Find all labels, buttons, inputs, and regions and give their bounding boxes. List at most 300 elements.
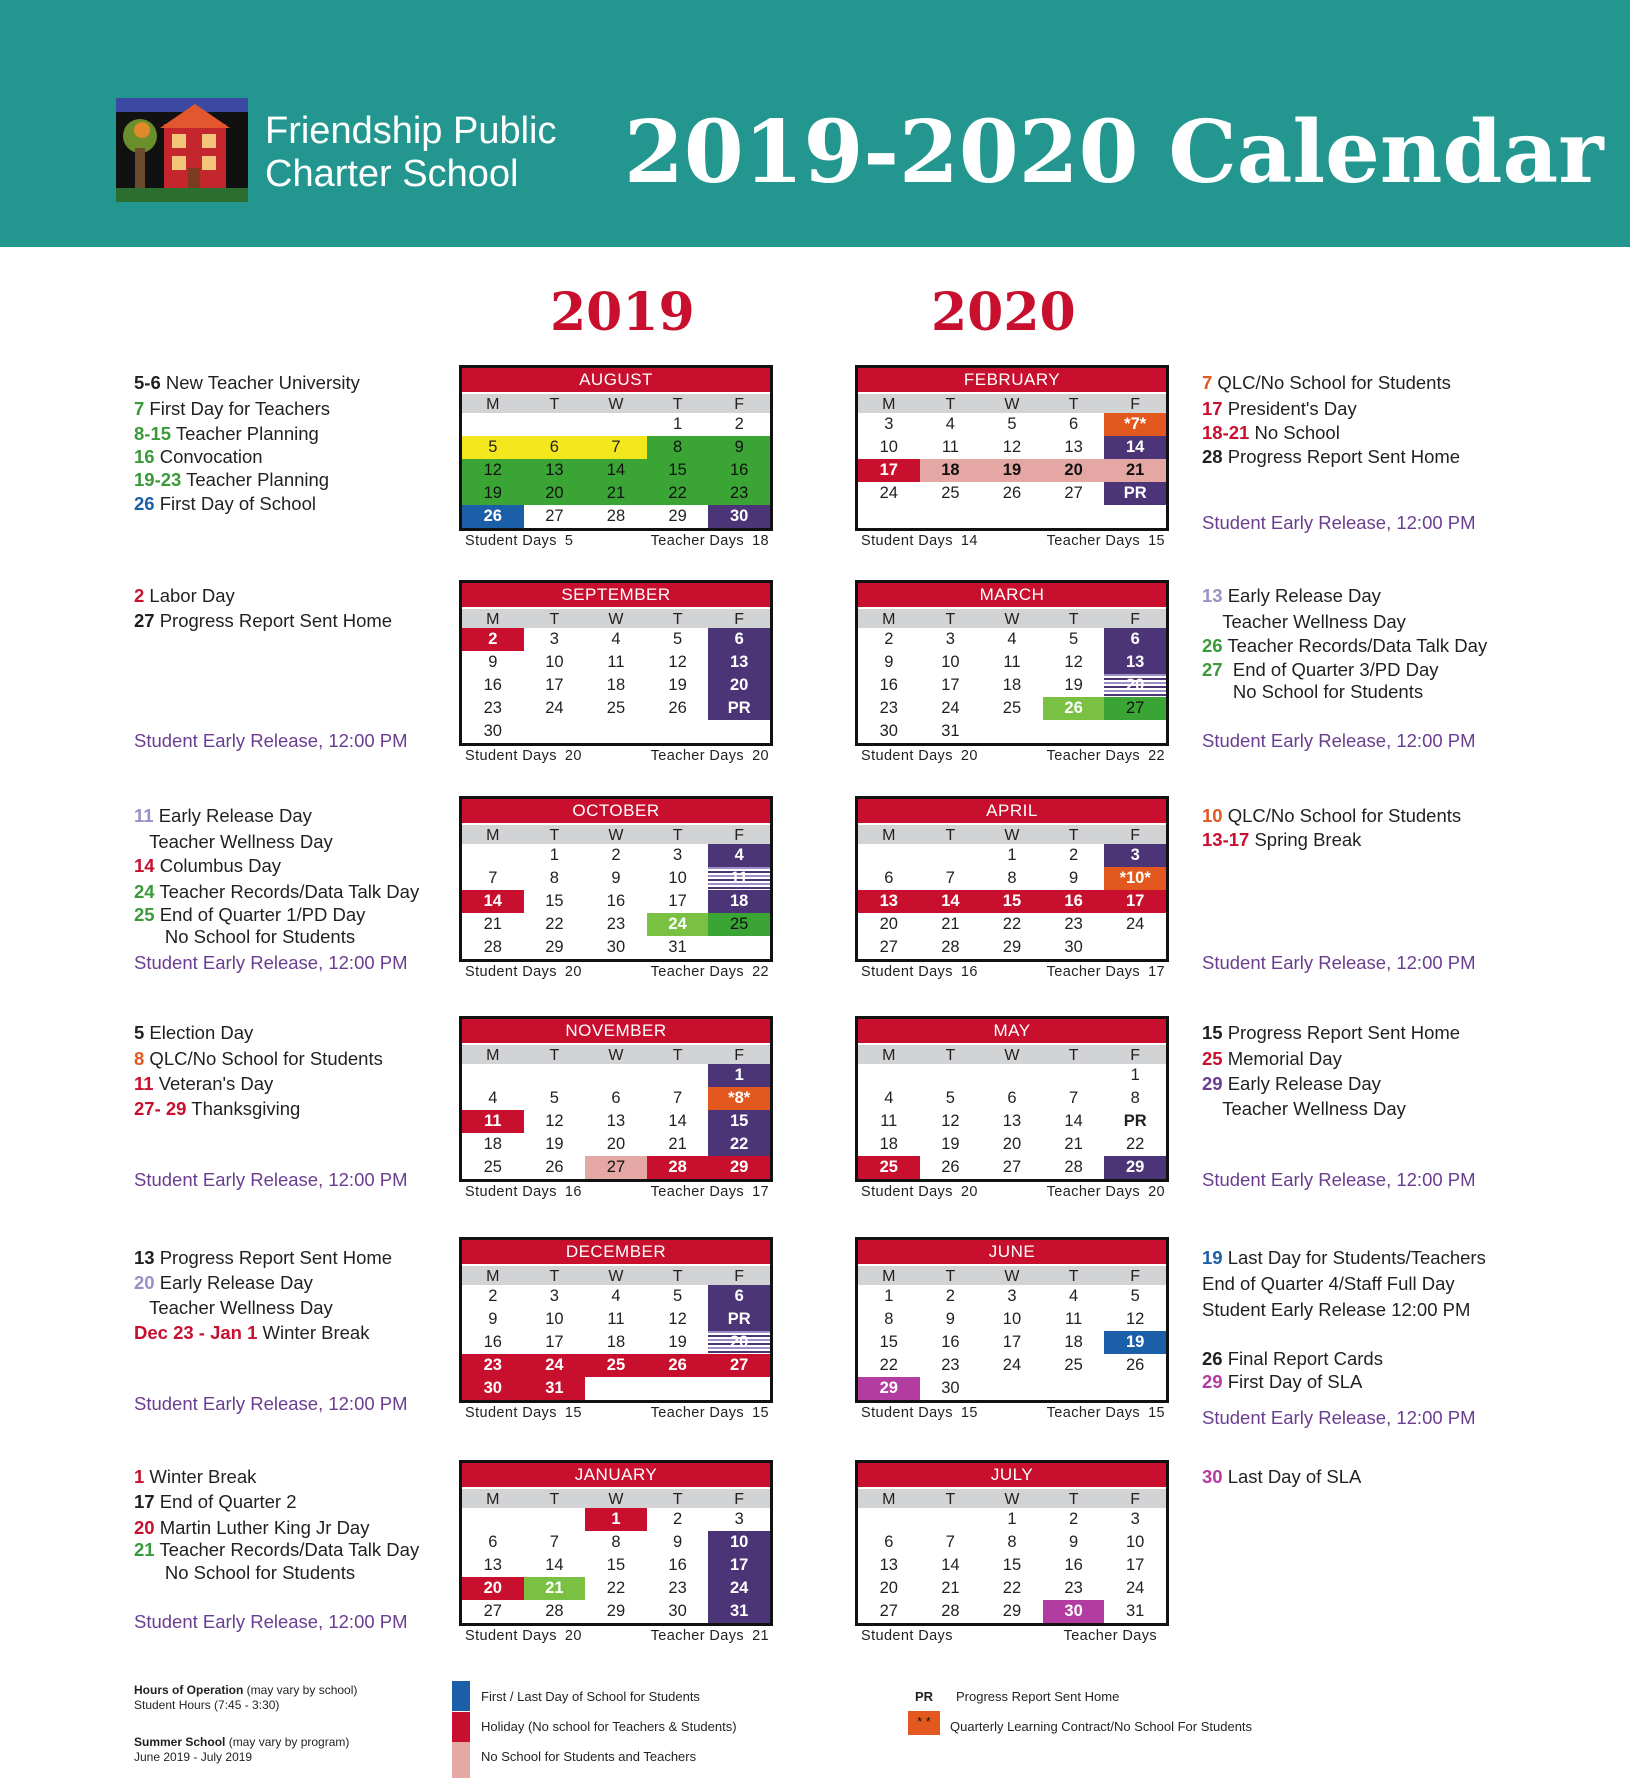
week-row xyxy=(462,1354,770,1377)
note-line xyxy=(1202,1020,1460,1045)
note-date: 13-17 xyxy=(1202,829,1250,850)
note-line xyxy=(1202,1369,1362,1394)
week-row xyxy=(858,413,1166,436)
day-cell: 14 xyxy=(941,1556,960,1574)
note-text: Last Day for Students/Teachers xyxy=(1222,1247,1486,1268)
day-cell: 9 xyxy=(1068,869,1079,887)
student-days-label: Student Days xyxy=(861,1184,953,1200)
day-cell: 23 xyxy=(606,915,626,933)
day-cell: 4 xyxy=(611,630,621,648)
weekday-label: T xyxy=(945,827,956,844)
day-cell: 8 xyxy=(1130,1089,1140,1107)
student-days xyxy=(465,1628,582,1644)
note-date: 28 xyxy=(1202,446,1223,467)
day-cell: 17 xyxy=(1002,1333,1022,1351)
day-cell: 19 xyxy=(981,459,1043,482)
day-cell: 14 xyxy=(920,890,982,913)
day-cell: 26 xyxy=(462,505,524,528)
note-text: End of Quarter 2 xyxy=(154,1491,297,1512)
note-text: Teacher Records/Data Talk Day xyxy=(154,1539,420,1560)
weekday-label: F xyxy=(1130,611,1141,628)
month-june xyxy=(855,1237,1169,1421)
student-days-value: 14 xyxy=(960,533,978,549)
early-release-note: Student Early Release, 12:00 PM xyxy=(1202,1169,1476,1190)
page-title: 2019-2020 Calendar xyxy=(624,102,1604,203)
week-row xyxy=(462,651,770,674)
note-date: 11 xyxy=(134,805,154,826)
note-text: Early Release Day xyxy=(1222,1073,1381,1094)
week-row xyxy=(462,1531,770,1554)
day-cell: 15 xyxy=(647,459,709,482)
teacher-days xyxy=(651,748,769,764)
student-days-label: Student Days xyxy=(465,533,557,549)
note-text: Teacher Records/Data Talk Day xyxy=(154,881,420,902)
early-release-note: Student Early Release, 12:00 PM xyxy=(134,952,408,973)
week-row xyxy=(462,1600,770,1623)
weekday-label: W xyxy=(608,1491,624,1508)
note-line xyxy=(134,467,329,492)
month-may xyxy=(855,1016,1169,1200)
day-cell: 8 xyxy=(549,869,559,887)
student-days-value: 15 xyxy=(564,1405,582,1421)
day-cell: 2 xyxy=(1068,1510,1079,1528)
note-line xyxy=(134,1071,273,1096)
teacher-days-label: Teacher Days xyxy=(1063,1628,1157,1644)
week-row xyxy=(858,844,1166,867)
note-text: Teacher Wellness Day xyxy=(134,831,333,852)
teacher-days-value: 17 xyxy=(752,1184,769,1200)
day-cell xyxy=(858,1508,920,1531)
note-text: Early Release Day xyxy=(154,1272,313,1293)
note-line xyxy=(134,1295,333,1320)
day-cell: 11 xyxy=(607,653,625,671)
day-cell: 6 xyxy=(708,628,770,651)
day-cell xyxy=(920,1508,982,1531)
student-days-label: Student Days xyxy=(465,1628,557,1644)
early-release-note: Student Early Release, 12:00 PM xyxy=(134,1611,408,1632)
month-calendar xyxy=(855,796,1169,962)
teacher-days-label: Teacher Days xyxy=(1046,533,1141,549)
weekday-label: M xyxy=(486,396,500,413)
note-line xyxy=(1202,1346,1383,1371)
weekday-header xyxy=(462,1043,770,1064)
weekday-header xyxy=(858,823,1166,844)
note-text: Columbus Day xyxy=(154,855,282,876)
weekday-label: W xyxy=(608,396,624,413)
teacher-days-label: Teacher Days xyxy=(1046,1184,1141,1200)
weekday-header xyxy=(858,607,1166,628)
day-cell: 16 xyxy=(606,892,626,910)
teacher-days xyxy=(651,1628,769,1644)
note-date: 8 xyxy=(134,1048,145,1069)
day-cell: 30 xyxy=(941,1379,960,1397)
day-cell: 25 xyxy=(483,1158,502,1176)
day-cell: 13 xyxy=(858,890,920,913)
day-cell: 4 xyxy=(488,1089,498,1107)
day-cell: 30 xyxy=(708,505,770,528)
day-cell: 24 xyxy=(1002,1356,1022,1374)
note-text: Teacher Planning xyxy=(181,469,330,490)
summer-title: Summer School xyxy=(134,1735,226,1749)
student-days-value: 20 xyxy=(960,748,978,764)
week-row xyxy=(462,697,770,720)
day-cell: 27 xyxy=(1104,697,1166,720)
day-cell xyxy=(708,936,770,959)
day-cell: 23 xyxy=(708,482,770,505)
month-title: FEBRUARY xyxy=(858,368,1166,392)
day-cell xyxy=(981,505,1043,528)
month-november xyxy=(459,1016,773,1200)
note-line xyxy=(134,829,333,854)
note-text: Progress Report Sent Home xyxy=(154,1247,393,1268)
weekday-label: T xyxy=(672,1491,683,1508)
weekday-label: T xyxy=(1068,1268,1079,1285)
weekday-label: W xyxy=(1004,611,1020,628)
month-notes-february xyxy=(1202,370,1502,540)
note-line xyxy=(1202,370,1451,395)
week-row xyxy=(858,1133,1166,1156)
student-days xyxy=(861,1628,961,1644)
day-cell xyxy=(524,413,586,436)
day-cell xyxy=(524,1508,586,1531)
note-text: Last Day of SLA xyxy=(1222,1466,1362,1487)
student-days-label: Student Days xyxy=(465,964,557,980)
week-row xyxy=(858,936,1166,959)
day-cell: 1 xyxy=(672,415,683,433)
hours-title: Hours of Operation xyxy=(134,1683,244,1697)
year-heading-left: 2019 xyxy=(550,282,695,343)
student-days xyxy=(861,1184,978,1200)
day-cell: 29 xyxy=(1104,1156,1166,1179)
day-cell: 8 xyxy=(611,1533,621,1551)
day-cell: 24 xyxy=(941,699,960,717)
day-cell: 26 xyxy=(1125,1356,1145,1374)
day-cell: 21 xyxy=(483,915,502,933)
day-cell: 15 xyxy=(545,892,564,910)
day-cell: 16 xyxy=(1043,890,1105,913)
day-cell xyxy=(1104,720,1166,743)
note-text: Election Day xyxy=(144,1022,254,1043)
teacher-days xyxy=(1047,533,1165,549)
week-row xyxy=(462,1377,770,1400)
week-row xyxy=(462,1554,770,1577)
month-calendar xyxy=(855,1237,1169,1403)
day-cell xyxy=(647,1377,709,1400)
note-line xyxy=(1202,1096,1406,1121)
day-cell xyxy=(920,1064,982,1087)
day-cell: 9 xyxy=(884,653,894,671)
day-cell: 19 xyxy=(545,1135,564,1153)
day-cell: 17 xyxy=(545,1333,564,1351)
weekday-label: T xyxy=(549,611,560,628)
day-cell: 6 xyxy=(708,1285,770,1308)
note-line xyxy=(134,1537,419,1562)
month-calendar xyxy=(459,365,773,531)
teacher-days-label: Teacher Days xyxy=(650,1405,745,1421)
weekday-label: T xyxy=(945,1491,956,1508)
day-cell: 20 xyxy=(1104,674,1166,697)
month-title: OCTOBER xyxy=(462,799,770,823)
day-cell xyxy=(1104,936,1166,959)
day-cell: 9 xyxy=(945,1310,955,1328)
day-cell: 3 xyxy=(1130,1510,1140,1528)
day-cell: 21 xyxy=(524,1577,586,1600)
day-cell: 10 xyxy=(708,1531,770,1554)
day-cell: 31 xyxy=(1125,1602,1145,1620)
teacher-days xyxy=(651,964,769,980)
note-text: Progress Report Sent Home xyxy=(1222,1022,1461,1043)
week-row xyxy=(462,1508,770,1531)
week-row xyxy=(858,436,1166,459)
day-cell: 13 xyxy=(1104,651,1166,674)
weekday-label: T xyxy=(549,1491,560,1508)
weekday-header xyxy=(462,607,770,628)
note-line xyxy=(1202,396,1357,421)
teacher-days-label: Teacher Days xyxy=(650,964,745,980)
week-row xyxy=(858,1600,1166,1623)
note-date: 16 xyxy=(134,446,155,467)
teacher-days-label: Teacher Days xyxy=(650,533,745,549)
day-cell: 19 xyxy=(462,482,524,505)
note-line xyxy=(1202,1046,1342,1071)
day-cell xyxy=(1043,1064,1105,1087)
teacher-days-label: Teacher Days xyxy=(1046,1405,1141,1421)
day-cell: 26 xyxy=(941,1158,960,1176)
day-cell: 16 xyxy=(941,1333,960,1351)
note-line xyxy=(1202,1464,1361,1489)
month-calendar xyxy=(459,1237,773,1403)
month-march xyxy=(855,580,1169,764)
note-date: 13 xyxy=(134,1247,155,1268)
month-calendar xyxy=(459,1460,773,1626)
note-line xyxy=(134,444,263,469)
teacher-days-label: Teacher Days xyxy=(650,1628,745,1644)
day-cell: 29 xyxy=(545,938,564,956)
day-cell: 29 xyxy=(1002,1602,1022,1620)
day-cell: 29 xyxy=(1002,938,1022,956)
week-row xyxy=(462,1064,770,1087)
day-cell xyxy=(920,844,982,867)
note-date: 19-23 xyxy=(134,469,182,490)
week-row xyxy=(858,890,1166,913)
weekday-header xyxy=(858,1487,1166,1508)
weekday-label: T xyxy=(945,611,956,628)
day-cell: 9 xyxy=(488,653,498,671)
student-days-label: Student Days xyxy=(861,1405,953,1421)
day-cell: 29 xyxy=(606,1602,626,1620)
weekday-header xyxy=(462,1264,770,1285)
note-line xyxy=(1202,609,1406,634)
teacher-days-value: 22 xyxy=(752,964,769,980)
day-cell: 30 xyxy=(879,722,898,740)
week-row xyxy=(858,1331,1166,1354)
legend-swatch-first-last xyxy=(452,1681,470,1711)
day-cell xyxy=(708,720,770,743)
month-notes-january xyxy=(134,1464,434,1634)
day-cell: 26 xyxy=(545,1158,564,1176)
note-text: Labor Day xyxy=(144,585,235,606)
day-cell: 23 xyxy=(483,699,502,717)
weekday-label: M xyxy=(882,396,896,413)
day-cell: 23 xyxy=(1064,1579,1083,1597)
day-cell: 12 xyxy=(668,653,687,671)
day-cell: 2 xyxy=(488,1287,498,1305)
teacher-days xyxy=(651,533,769,549)
teacher-days-label: Teacher Days xyxy=(1046,964,1141,980)
day-cell: 29 xyxy=(668,507,687,525)
day-cell: 4 xyxy=(611,1287,621,1305)
weekday-label: F xyxy=(734,611,745,628)
day-cell: 5 xyxy=(462,436,524,459)
day-cell: 6 xyxy=(884,869,894,887)
teacher-days xyxy=(1064,1628,1165,1644)
day-cell: 30 xyxy=(668,1602,687,1620)
day-cell: 10 xyxy=(1125,1533,1145,1551)
day-cell: 27 xyxy=(879,1602,898,1620)
day-cell: 24 xyxy=(545,699,564,717)
week-row xyxy=(462,1577,770,1600)
day-cell: 19 xyxy=(1104,1331,1166,1354)
note-line xyxy=(134,853,281,878)
week-row xyxy=(462,720,770,743)
note-line xyxy=(134,1489,297,1514)
day-cell: 3 xyxy=(734,1510,744,1528)
day-cell: 3 xyxy=(1104,844,1166,867)
day-cell: 18 xyxy=(879,1135,898,1153)
teacher-days xyxy=(1047,1184,1165,1200)
note-date: 27 xyxy=(134,610,155,631)
week-row xyxy=(462,459,770,482)
day-cell: 6 xyxy=(1068,415,1079,433)
day-cell: 1 xyxy=(884,1287,894,1305)
day-cell: 4 xyxy=(1007,630,1017,648)
student-days-value: 20 xyxy=(564,748,582,764)
day-cell: 20 xyxy=(708,1331,770,1354)
day-cell: 30 xyxy=(462,1377,524,1400)
day-cell: 21 xyxy=(941,1579,960,1597)
weekday-header xyxy=(858,1043,1166,1064)
day-cell: 19 xyxy=(941,1135,960,1153)
note-date: 26 xyxy=(1202,635,1223,656)
day-cell: 25 xyxy=(606,699,626,717)
day-cell: 3 xyxy=(1007,1287,1017,1305)
note-text: Winter Break xyxy=(144,1466,257,1487)
weekday-label: M xyxy=(486,1047,500,1064)
month-title: JUNE xyxy=(858,1240,1166,1264)
week-row xyxy=(858,482,1166,505)
week-row xyxy=(858,1064,1166,1087)
note-line xyxy=(1202,827,1361,852)
note-date: 20 xyxy=(134,1517,155,1538)
day-cell: 5 xyxy=(1130,1287,1140,1305)
day-cell: 28 xyxy=(941,938,960,956)
week-row xyxy=(462,413,770,436)
month-notes-august xyxy=(134,370,434,540)
month-calendar xyxy=(855,1016,1169,1182)
week-row xyxy=(462,1308,770,1331)
note-text: No School xyxy=(1249,422,1340,443)
day-cell: 14 xyxy=(545,1556,564,1574)
note-text: Teacher Planning xyxy=(171,423,319,444)
day-counts xyxy=(855,746,1169,764)
note-date: 27 xyxy=(1202,659,1223,680)
day-cell xyxy=(708,1377,770,1400)
day-cell: 4 xyxy=(708,844,770,867)
weekday-label: W xyxy=(1004,1268,1020,1285)
day-counts xyxy=(459,1182,773,1200)
day-cell: 16 xyxy=(1064,1556,1083,1574)
note-date: 1 xyxy=(134,1466,145,1487)
month-notes-december xyxy=(134,1245,434,1415)
day-cell: 20 xyxy=(606,1135,626,1153)
day-cell: 17 xyxy=(1104,890,1166,913)
note-text: First Day of SLA xyxy=(1222,1371,1363,1392)
day-cell xyxy=(585,1377,647,1400)
teacher-days xyxy=(651,1184,769,1200)
day-cell: 18 xyxy=(606,1333,626,1351)
school-name-line2: Charter School xyxy=(265,153,519,195)
day-cell: 22 xyxy=(1002,915,1022,933)
note-line xyxy=(134,924,355,949)
teacher-days xyxy=(651,1405,769,1421)
weekday-label: T xyxy=(1068,1491,1079,1508)
day-cell: 19 xyxy=(1064,676,1083,694)
note-text: New Teacher University xyxy=(160,372,360,393)
day-cell: 18 xyxy=(920,459,982,482)
student-days-value: 5 xyxy=(564,533,574,549)
hours-note: (may vary by school) xyxy=(243,1683,358,1697)
day-counts xyxy=(459,746,773,764)
school-name-line1: Friendship Public xyxy=(265,110,557,152)
day-cell: 7 xyxy=(945,869,955,887)
day-cell: 7 xyxy=(585,436,647,459)
day-cell: 30 xyxy=(606,938,626,956)
week-row xyxy=(858,1377,1166,1400)
student-days xyxy=(861,1405,978,1421)
student-days-value: 16 xyxy=(564,1184,582,1200)
weekday-label: F xyxy=(734,1491,745,1508)
note-date: 5-6 xyxy=(134,372,161,393)
legend-swatch-no-school xyxy=(452,1742,470,1778)
note-line xyxy=(134,608,392,633)
weekday-label: F xyxy=(1130,396,1141,413)
month-title: MARCH xyxy=(858,583,1166,607)
legend-holiday-text: Holiday (No school for Teachers & Students) xyxy=(481,1719,737,1734)
day-cell xyxy=(1043,720,1105,743)
weekday-label: T xyxy=(672,611,683,628)
day-cell xyxy=(585,720,647,743)
weekday-label: T xyxy=(549,396,560,413)
legend-pr-text: Progress Report Sent Home xyxy=(956,1689,1120,1704)
student-days-label: Student Days xyxy=(861,1628,953,1644)
day-cell: 25 xyxy=(585,1354,647,1377)
week-row xyxy=(858,459,1166,482)
weekday-label: T xyxy=(549,1268,560,1285)
day-cell: *10* xyxy=(1104,867,1166,890)
day-cell: 27 xyxy=(545,507,564,525)
week-row xyxy=(858,1308,1166,1331)
day-cell: 11 xyxy=(462,1110,524,1133)
week-row xyxy=(462,436,770,459)
week-row xyxy=(858,1531,1166,1554)
note-line xyxy=(1202,803,1461,828)
day-cell: 17 xyxy=(668,892,687,910)
legend-qlc-text: Quarterly Learning Contract/No School For Students xyxy=(950,1719,1253,1734)
teacher-days-value: 22 xyxy=(1148,748,1165,764)
day-cell xyxy=(585,413,647,436)
student-days-value: 16 xyxy=(960,964,978,980)
day-cell: 20 xyxy=(1002,1135,1022,1153)
